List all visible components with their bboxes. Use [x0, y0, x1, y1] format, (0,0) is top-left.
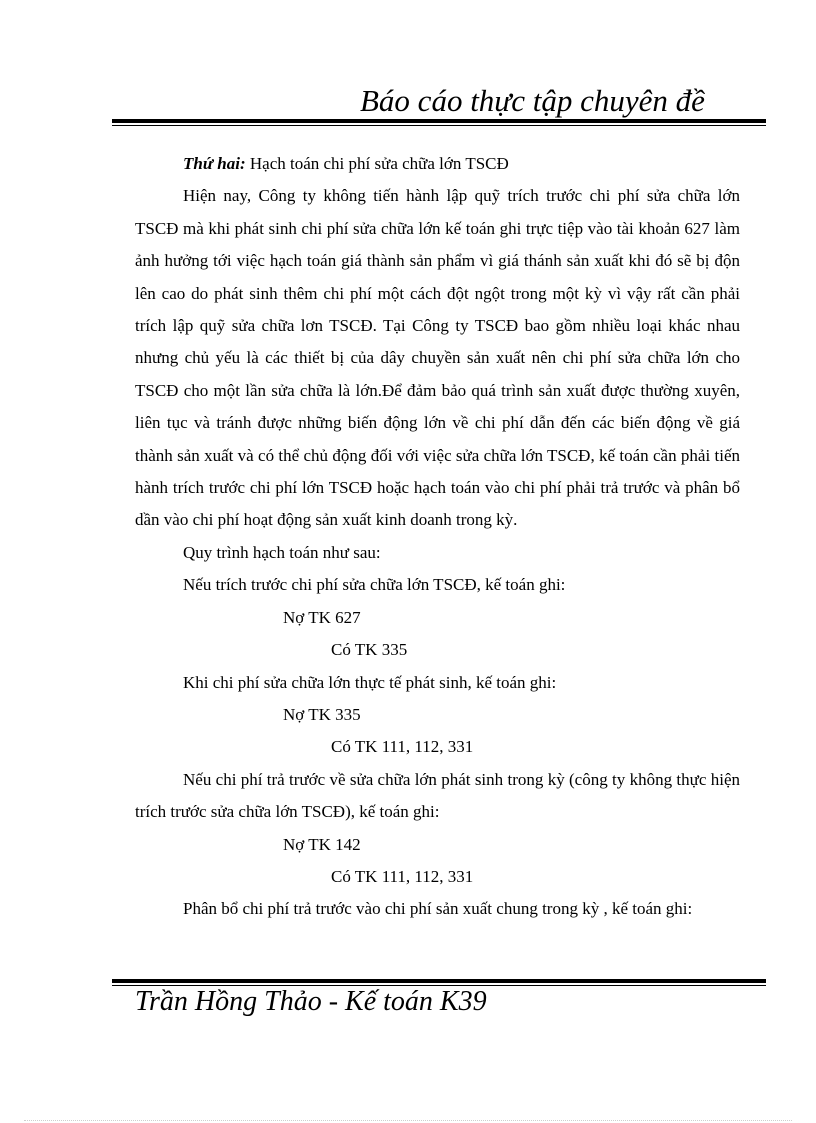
journal-entry-debit: Nợ TK 627: [283, 607, 361, 627]
section-heading-lead: Thứ hai:: [183, 154, 246, 173]
journal-entry-credit: Có TK 111, 112, 331: [331, 737, 474, 757]
footer-rule-thick: [112, 979, 766, 983]
paragraph-procedure: Quy trình hạch toán như sau:: [183, 542, 381, 562]
journal-entry-debit: Nợ TK 142: [283, 834, 361, 854]
header-rule-thin: [112, 125, 766, 126]
journal-entry-credit: Có TK 335: [331, 640, 408, 660]
paragraph-prepaid: Nếu chi phí trả trước về sửa chữa lớn phát sinh trong kỳ (công ty không thực hiện trích trước sửa chữa lớn TSCĐ), kế toán ghi:: [135, 769, 740, 822]
document-body: [135, 148, 740, 926]
paragraph-actual-cost: Khi chi phí sửa chữa lớn thực tế phát sinh, kế toán ghi:: [183, 672, 557, 692]
paragraph-accrual: Nếu trích trước chi phí sửa chữa lớn TSCĐ, kế toán ghi:: [183, 575, 566, 595]
section-heading: [135, 148, 740, 180]
page-header-title: Báo cáo thực tập chuyên đề: [360, 83, 705, 118]
header-rule-thick: [112, 119, 766, 123]
journal-entry-credit: Có TK 111, 112, 331: [331, 866, 474, 886]
journal-entry-debit: Nợ TK 335: [283, 704, 361, 724]
paragraph-intro: Hiện nay, Công ty không tiến hành lập quỹ trích trước chi phí sửa chữa lớn TSCĐ mà khi phát sinh chi phí sửa chữa lớn kế toán ghi trực tiệp vào tài khoản 627 làm ảnh hưởng tới việc hạch toán giá thành sản phẩm vì giá thánh sản xuất khi đó sẽ bị độn lên cao do phát sinh thêm chi phí một cách đột ngột trong một kỳ vì vậy rất cần phải trích lập quỹ sửa chữa lơn TSCĐ. Tại Công ty TSCĐ bao gồm nhiều loại khác nhau nhưng chủ yếu là các thiết bị của dây chuyền sản xuất nên chi phí sửa chữa lớn cho TSCĐ cho một lần sửa chữa là lớn.Để đảm bảo quá trình sản xuất được thường xuyên, liên tục và tránh được những biến động lớn về chi phí dẫn đến các biến động về giá thành sản xuất và có thể chủ động đối với việc sửa chữa lớn TSCĐ, kế toán cần phải tiến hành trích trước chi phí lớn TSCĐ hoặc hạch toán vào chi phí phải trả trước và phân bổ dần vào chi phí hoạt động sản xuất kinh doanh trong kỳ.: [135, 186, 740, 530]
paragraph-allocation: Phân bổ chi phí trả trước vào chi phí sản xuất chung trong kỳ , kế toán ghi:: [183, 899, 693, 919]
page-bottom-edge: [24, 1120, 792, 1121]
page-footer-author: Trần Hồng Thảo - Kế toán K39: [135, 986, 487, 1017]
section-heading-text: Hạch toán chi phí sửa chữa lớn TSCĐ: [245, 154, 509, 173]
